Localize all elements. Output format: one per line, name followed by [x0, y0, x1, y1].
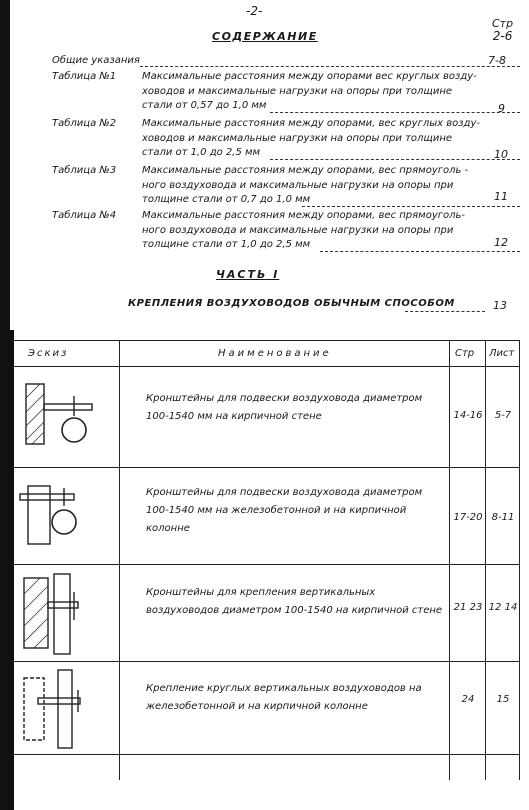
table-col-rule: [519, 340, 520, 780]
row-pages: 14-16: [453, 410, 483, 421]
toc-desc-line: Максимальные расстояния между опорами, вес круглых возду-: [142, 118, 480, 129]
sketch-wall-bracket: [18, 378, 98, 458]
table-rule: [12, 467, 520, 468]
row-desc-line: 100-1540 мм на кирпичной стене: [146, 411, 322, 422]
toc-desc: [142, 70, 522, 114]
part-subtitle: КРЕПЛЕНИЯ ВОЗДУХОВОДОВ ОБЫЧНЫМ СПОСОБОМ: [128, 298, 455, 309]
row-sheets: 5-7: [494, 410, 512, 421]
leader-line: [302, 206, 520, 207]
sketch-vertical-column: [18, 668, 98, 750]
toc-desc-line: Максимальные расстояния между опорами, вес прямоуголь-: [142, 210, 466, 221]
table-rule-top: [12, 340, 520, 341]
table-col-rule: [119, 340, 120, 780]
sketch-column-bracket: [18, 476, 98, 556]
table-col-rule: [449, 340, 450, 780]
toc-desc-line: ховодов и максимальные нагрузки на опоры при толщине: [142, 132, 453, 144]
toc-label: Таблица №4: [52, 210, 117, 221]
row-desc-line: воздуховодов диаметром 100-1540 на кирпичной стене: [146, 605, 443, 616]
row-desc-line: железобетонной и на кирпичной колонне: [146, 701, 368, 712]
toc-desc-line: толщине стали от 1,0 до 2,5 мм: [142, 239, 311, 250]
toc-label: Таблица №3: [52, 165, 117, 176]
row-pages: 17-20: [453, 512, 483, 523]
table-rule: [12, 754, 520, 755]
row-desc-line: Кронштейны для подвески воздуховода диаметром: [146, 393, 423, 404]
toc-desc: [142, 164, 522, 208]
toc-page: 12: [494, 236, 508, 249]
col-header-sheet: Лист: [489, 348, 515, 359]
toc-page: 11: [494, 190, 508, 203]
toc-desc: [142, 209, 522, 253]
row-desc-line: Крепление круглых вертикальных воздуховодов на: [146, 683, 422, 694]
row-desc-line: колонне: [146, 523, 190, 534]
row-pages: 21 23: [453, 602, 483, 613]
leader-line: [405, 311, 485, 312]
leader-line: [270, 159, 520, 160]
toc-page: 10: [494, 148, 508, 161]
row-desc-line: Кронштейны для подвески воздуховода диаметром: [146, 487, 423, 498]
toc-desc-line: Максимальные расстояния между опорами вес круглых возду-: [142, 71, 477, 82]
table-rule-header: [12, 366, 520, 367]
toc-page: 7-8: [488, 54, 506, 67]
row-desc-line: 100-1540 мм на железобетонной и на кирпичной: [146, 505, 407, 516]
table-row-desc: [146, 584, 446, 620]
toc-desc-line: толщине стали от 0,7 до 1,0 мм: [142, 194, 311, 205]
table-row-desc: [146, 484, 446, 538]
toc-desc-line: стали от 1,0 до 2,5 мм: [142, 147, 261, 158]
toc-desc: [142, 117, 522, 161]
toc-page: 9: [498, 102, 505, 115]
part-title: ЧАСТЬ I: [216, 268, 280, 281]
page-number: -2-: [246, 4, 263, 18]
col-header-sketch: Эскиз: [28, 348, 69, 359]
toc-label: Таблица №2: [52, 118, 117, 129]
table-rule: [12, 661, 520, 662]
toc-desc-line: Максимальные расстояния между опорами, вес прямоуголь -: [142, 165, 469, 176]
col-header-pages: Стр: [455, 348, 475, 359]
toc-desc-line: ного воздуховода и максимальные нагрузки на опоры при: [142, 179, 454, 191]
table-rule: [12, 564, 520, 565]
page-column-label: Стр: [492, 17, 514, 30]
leader-line: [270, 112, 520, 113]
part-page: 13: [493, 299, 507, 312]
row-desc-line: Кронштейны для крепления вертикальных: [146, 587, 376, 598]
row-sheets: 12 14: [488, 602, 518, 613]
table-row-desc: [146, 680, 446, 716]
toc-title: СОДЕРЖАНИЕ: [212, 30, 318, 43]
toc-desc-line: ховодов и максимальные нагрузки на опоры при толщине: [142, 85, 453, 97]
leader-line: [140, 66, 520, 67]
table-row-desc: [146, 390, 446, 426]
toc-desc-line: стали от 0,57 до 1,0 мм: [142, 100, 267, 111]
page-column-range: 2-6: [492, 29, 513, 43]
sketch-vertical-wall: [18, 572, 98, 656]
table-col-rule: [485, 340, 486, 780]
toc-label: Таблица №1: [52, 71, 117, 82]
row-sheets: 8-11: [491, 512, 515, 523]
scan-edge-shadow-lower: [0, 330, 14, 810]
col-header-name: Наименование: [218, 348, 332, 359]
row-pages: 24: [461, 694, 475, 705]
row-sheets: 15: [496, 694, 510, 705]
toc-label: Общие указания: [52, 55, 140, 66]
page-column-header: [492, 18, 513, 42]
toc-desc-line: ного воздуховода и максимальные нагрузки на опоры при: [142, 224, 454, 236]
leader-line: [320, 251, 520, 252]
